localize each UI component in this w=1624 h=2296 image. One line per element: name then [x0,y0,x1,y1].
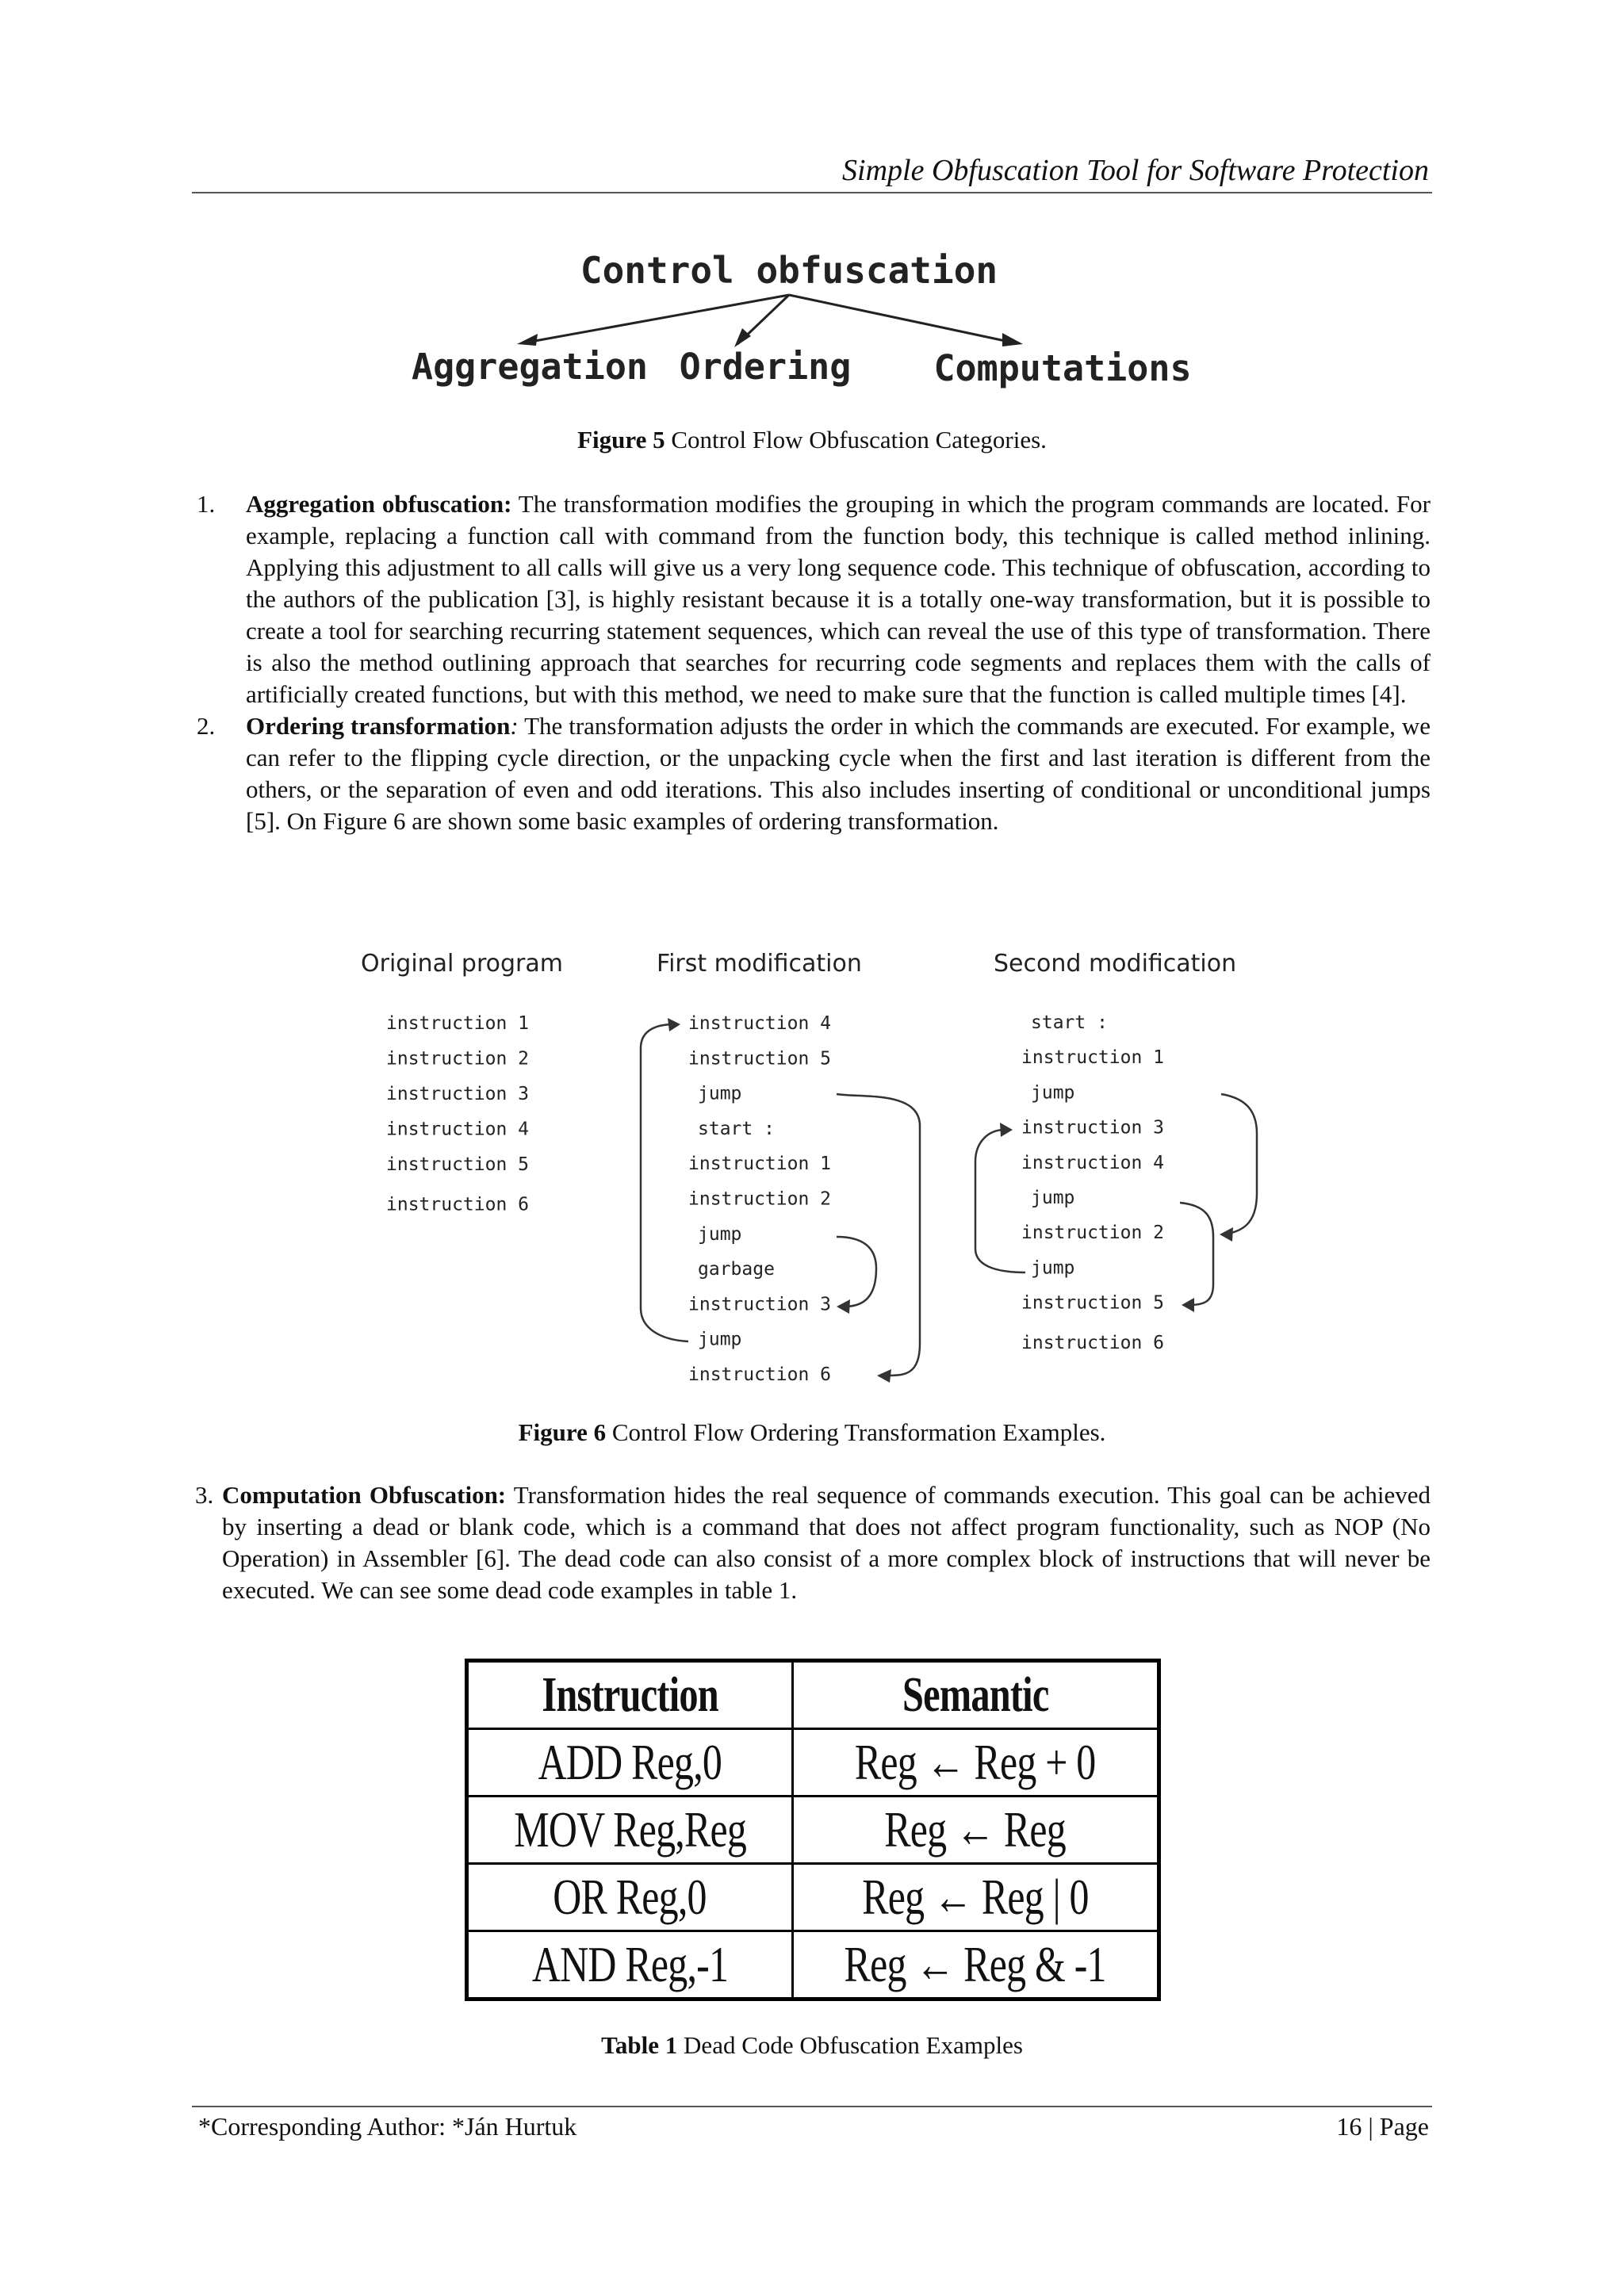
code-line: instruction 5 [688,1048,832,1070]
code-line: instruction 4 [1021,1152,1165,1173]
list-item-text: Transformation hides the real sequence of commands execution. This goal can be achieved by inserting a dead or blank code, which is a command that does not affect program functionality, such as NOP (No Operation) in Assembler [6]. The dead code can also consist of a more complex block of instructions that will never be executed. We can see some dead code examples in table 1. [222,1481,1431,1604]
code-line: jump [1031,1188,1075,1208]
running-header: Simple Obfuscation Tool for Software Protection [842,154,1429,187]
code-line: instruction 4 [688,1013,832,1034]
table-cell: MOV Reg,Reg [467,1797,793,1864]
table-cell: Reg ← Reg + 0 [792,1729,1159,1797]
code-line: instruction 6 [386,1194,530,1215]
table-row [467,1797,1159,1864]
table-row [467,1864,1159,1931]
table-header-row [467,1661,1159,1729]
header-rule [192,192,1432,193]
code-line: instruction 3 [1021,1117,1165,1138]
code-line: instruction 1 [386,1013,530,1034]
table-row [467,1729,1159,1797]
table-cell: Reg ← Reg & -1 [792,1931,1159,1999]
list-item-title: Ordering transformation [246,712,511,740]
list-item-aggregation [192,488,1431,710]
fig5-child-aggregation: Aggregation [411,346,649,388]
col-title-original: Original program [361,950,563,978]
table-cell: OR Reg,0 [467,1864,793,1931]
figure-6-label: Figure 6 [518,1418,607,1446]
page-number: 16 | Page [1336,2112,1429,2141]
col-title-first: First modification [657,950,862,978]
list-item-separator: : [510,712,519,740]
figure-6-diagram [349,936,1285,1395]
list-number: 1. [197,490,216,518]
corresponding-author: *Corresponding Author: *Ján Hurtuk [198,2112,577,2141]
code-line: instruction 3 [688,1294,832,1315]
code-line: instruction 2 [688,1188,832,1210]
figure-5-label: Figure 5 [577,426,665,453]
list-item-text: The transformation adjusts the order in which the commands are executed. For example, we can refer to the flipping cycle direction, or the unpacking cycle when the first and last iteration is different from the others, or the separation of even and odd iterations. This also includes inserting of conditional or unconditional jumps [5]. On Figure 6 are shown some basic examples of ordering transformation. [246,712,1431,835]
code-line: jump [698,1223,742,1245]
fig5-arrows [522,295,1017,344]
code-line: instruction 6 [688,1364,832,1385]
table-header-cell: Semantic [792,1661,1159,1729]
code-line: instruction 1 [688,1154,832,1175]
code-line: instruction 2 [386,1048,530,1070]
list-item-text: The transformation modifies the grouping in which the program commands are located. For example, replacing a function call with command from the function body, this technique is called method inlining. Applying this adjustment to all calls will give us a very long sequence code. This technique of obfuscation, according to the authors of the publication [3], is highly resistant because it is a totally one-way transformation, but it is possible to create a tool for searching recurring statement sequences, which can reveal the use of this type of transformation. There is also the method outlining approach that searches for recurring code segments and replaces them with the calls of artificially created functions, but with this method, we need to make sure that the function is called multiple times [4]. [246,490,1431,708]
code-line: instruction 2 [1021,1223,1165,1244]
col-title-second: Second modification [994,950,1237,978]
table-cell: Reg ← Reg | 0 [792,1864,1159,1931]
table-cell: Reg ← Reg [792,1797,1159,1864]
figure-5-diagram [396,238,1221,404]
code-line: jump [1031,1257,1075,1279]
table-1-caption-text: Dead Code Obfuscation Examples [677,2031,1023,2059]
figure-6-caption [0,1418,1624,1447]
code-line: instruction 1 [1021,1047,1165,1069]
figure-5-caption-text: Control Flow Obfuscation Categories. [665,426,1047,453]
code-line: jump [698,1083,742,1104]
figure-6-caption-text: Control Flow Ordering Transformation Examples. [606,1418,1106,1446]
table-1-label: Table 1 [601,2031,678,2059]
table-row [467,1931,1159,1999]
computation-item [192,1479,1431,1606]
code-line: jump [1031,1082,1075,1104]
fig5-root: Control obfuscation [580,249,998,292]
obfuscation-list [192,488,1431,837]
code-line: start : [1031,1012,1108,1033]
code-line: start : [698,1118,775,1139]
table-1-caption [0,2031,1624,2060]
fig5-child-ordering: Ordering [679,346,852,388]
table-cell: ADD Reg,0 [467,1729,793,1797]
code-line: instruction 5 [1021,1292,1165,1314]
table-header-cell: Instruction [467,1661,793,1729]
dead-code-table [465,1659,1161,2001]
code-line: jump [698,1329,742,1350]
list-item-title: Computation Obfuscation: [222,1481,507,1509]
fig5-child-computations: Computations [933,347,1192,389]
footer-rule [192,2106,1432,2107]
code-line: instruction 4 [386,1119,530,1140]
code-line: instruction 5 [386,1154,530,1175]
list-number: 2. [197,712,216,740]
figure-5-caption [0,426,1624,454]
code-line: instruction 6 [1021,1332,1165,1353]
list-number: 3. [195,1481,214,1509]
code-line: garbage [698,1259,775,1280]
list-item-computation [192,1479,1431,1606]
table-cell: AND Reg,-1 [467,1931,793,1999]
code-line: instruction 3 [386,1084,530,1104]
list-item-ordering [192,710,1431,837]
list-item-title: Aggregation obfuscation: [246,490,512,518]
